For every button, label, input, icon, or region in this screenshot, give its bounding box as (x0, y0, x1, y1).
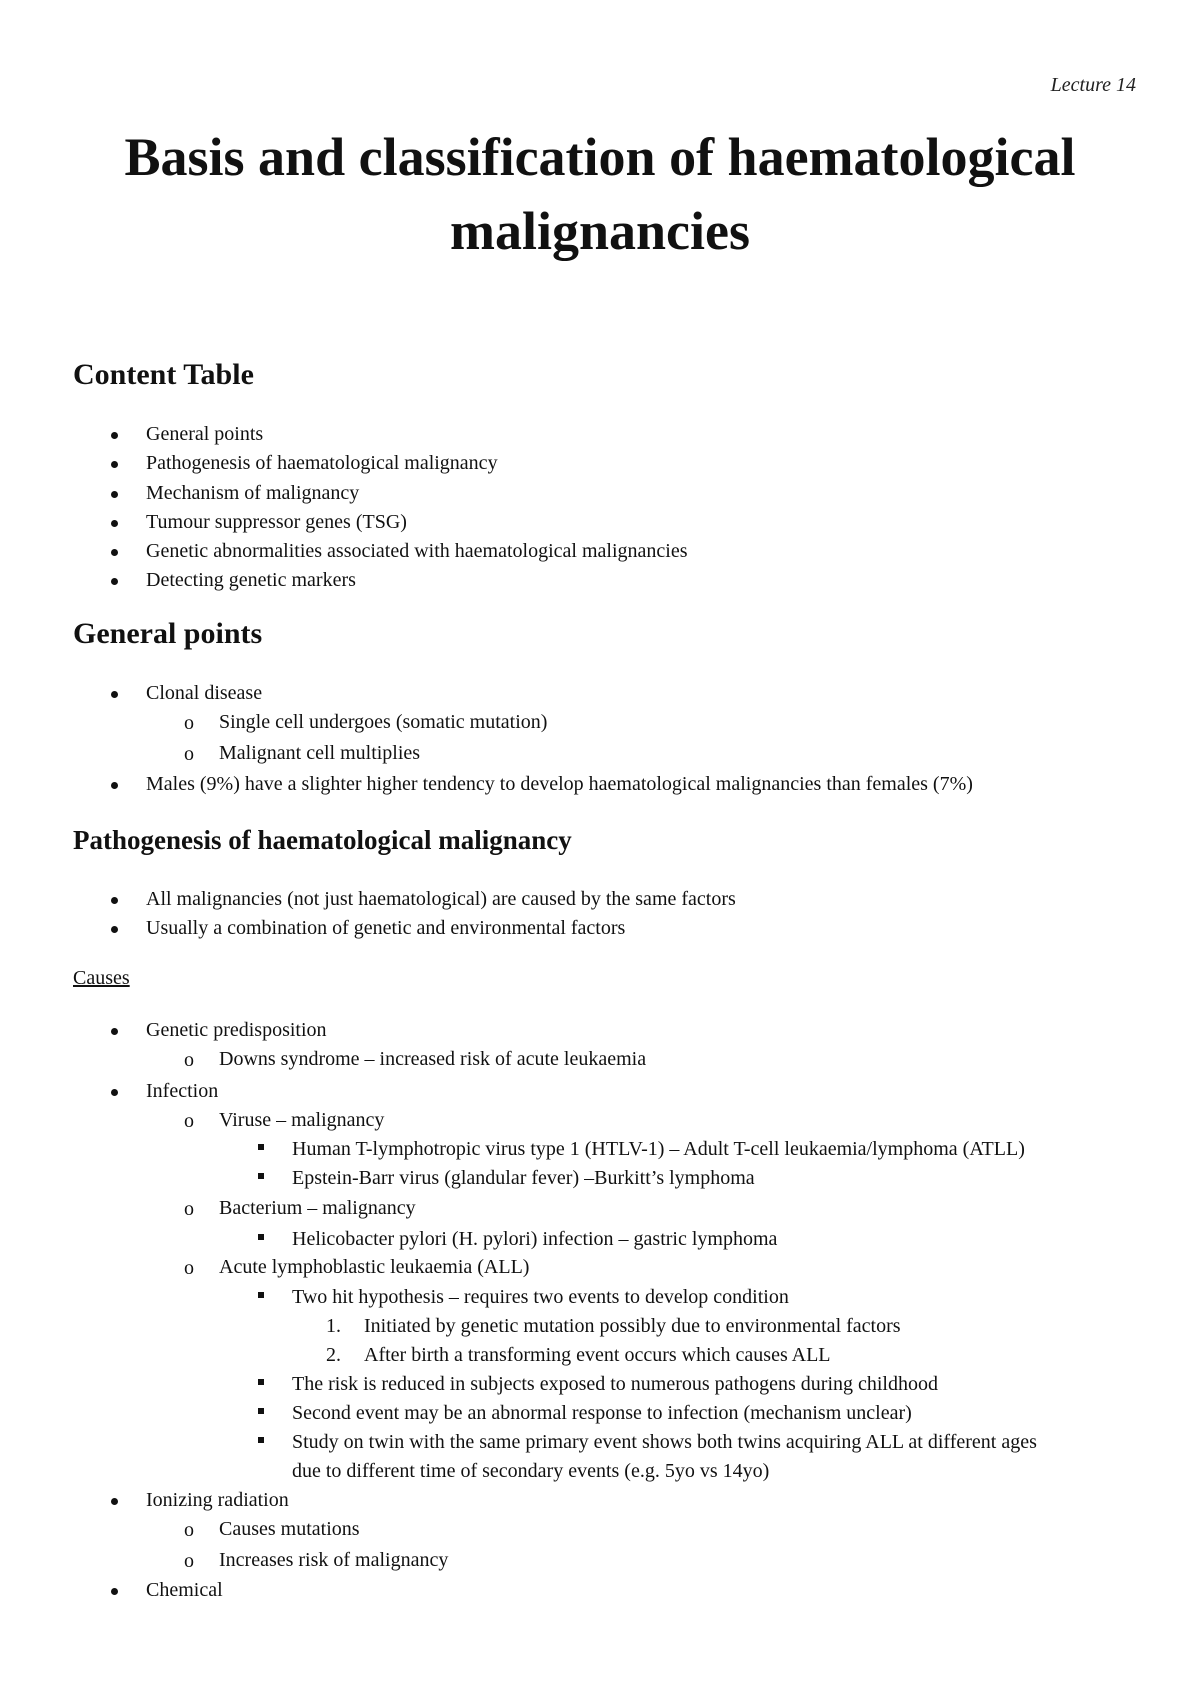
list-item: Causes mutations (219, 1518, 360, 1540)
causes-subheading: Causes (73, 967, 130, 989)
sub-bullet-marker: o (184, 743, 194, 765)
general-points-heading: General points (73, 617, 263, 650)
sub-bullet-marker: o (184, 712, 194, 734)
bullet-icon (111, 520, 118, 527)
square-bullet-icon (258, 1173, 264, 1179)
toc-item: Mechanism of malignancy (146, 482, 360, 504)
bullet-icon (111, 1028, 118, 1035)
sub-bullet-marker: o (184, 1049, 194, 1071)
sub-bullet-marker: o (184, 1110, 194, 1132)
bullet-icon (111, 691, 118, 698)
pathogenesis-heading: Pathogenesis of haematological malignancy (73, 825, 572, 855)
list-item: Infection (146, 1080, 219, 1102)
list-item: Single cell undergoes (somatic mutation) (219, 711, 548, 733)
list-item: Ionizing radiation (146, 1489, 289, 1511)
bullet-icon (111, 897, 118, 904)
toc-item: General points (146, 423, 264, 445)
bullet-icon (111, 578, 118, 585)
square-bullet-icon (258, 1292, 264, 1298)
list-item: Initiated by genetic mutation possibly due to environmental factors (364, 1315, 901, 1337)
list-item: Second event may be an abnormal response to infection (mechanism unclear) (292, 1402, 912, 1424)
list-item: Genetic predisposition (146, 1019, 327, 1041)
square-bullet-icon (258, 1144, 264, 1150)
list-item: The risk is reduced in subjects exposed to numerous pathogens during childhood (292, 1373, 938, 1395)
step-number: 1. (326, 1315, 341, 1337)
bullet-icon (111, 491, 118, 498)
toc-item: Pathogenesis of haematological malignancy (146, 452, 498, 474)
list-item: Downs syndrome – increased risk of acute leukaemia (219, 1048, 647, 1070)
list-item: After birth a transforming event occurs which causes ALL (364, 1344, 831, 1366)
list-item: Clonal disease (146, 682, 263, 704)
sub-bullet-marker: o (184, 1519, 194, 1541)
title-line-1: Basis and classification of haematological (124, 127, 1076, 187)
toc-item: Genetic abnormalities associated with haematological malignancies (146, 540, 688, 562)
list-item: Human T-lymphotropic virus type 1 (HTLV-1) – Adult T-cell leukaemia/lymphoma (ATLL) (292, 1138, 1025, 1160)
bullet-icon (111, 432, 118, 439)
sub-bullet-marker: o (184, 1198, 194, 1220)
list-item: Two hit hypothesis – requires two events to develop condition (292, 1286, 789, 1308)
square-bullet-icon (258, 1408, 264, 1414)
list-item: Chemical (146, 1579, 223, 1601)
sub-bullet-marker: o (184, 1257, 194, 1279)
bullet-icon (111, 461, 118, 468)
list-item: Study on twin with the same primary event shows both twins acquiring ALL at different ages (292, 1431, 1037, 1453)
list-item: Viruse – malignancy (219, 1109, 385, 1131)
bullet-icon (111, 782, 118, 789)
step-number: 2. (326, 1344, 341, 1366)
page-title (70, 120, 1130, 268)
list-item: Males (9%) have a slighter higher tendency to develop haematological malignancies than females (7%) (146, 773, 973, 795)
square-bullet-icon (258, 1379, 264, 1385)
square-bullet-icon (258, 1234, 264, 1240)
list-item: Malignant cell multiplies (219, 742, 421, 764)
bullet-icon (111, 1498, 118, 1505)
list-item: Epstein-Barr virus (glandular fever) –Burkitt’s lymphoma (292, 1167, 755, 1189)
sub-bullet-marker: o (184, 1550, 194, 1572)
list-item: All malignancies (not just haematological) are caused by the same factors (146, 888, 736, 910)
list-item: Acute lymphoblastic leukaemia (ALL) (219, 1256, 530, 1278)
content-table-heading: Content Table (73, 358, 254, 391)
list-item: Helicobacter pylori (H. pylori) infection – gastric lymphoma (292, 1228, 778, 1250)
toc-item: Detecting genetic markers (146, 569, 356, 591)
lecture-number: Lecture 14 (1050, 74, 1136, 96)
list-item-continuation: due to different time of secondary events (e.g. 5yo vs 14yo) (292, 1460, 770, 1482)
square-bullet-icon (258, 1437, 264, 1443)
bullet-icon (111, 1089, 118, 1096)
bullet-icon (111, 1588, 118, 1595)
list-item: Bacterium – malignancy (219, 1197, 416, 1219)
title-line-2: malignancies (449, 201, 750, 261)
bullet-icon (111, 926, 118, 933)
bullet-icon (111, 549, 118, 556)
list-item: Usually a combination of genetic and environmental factors (146, 917, 626, 939)
list-item: Increases risk of malignancy (219, 1549, 449, 1571)
toc-item: Tumour suppressor genes (TSG) (146, 511, 407, 533)
